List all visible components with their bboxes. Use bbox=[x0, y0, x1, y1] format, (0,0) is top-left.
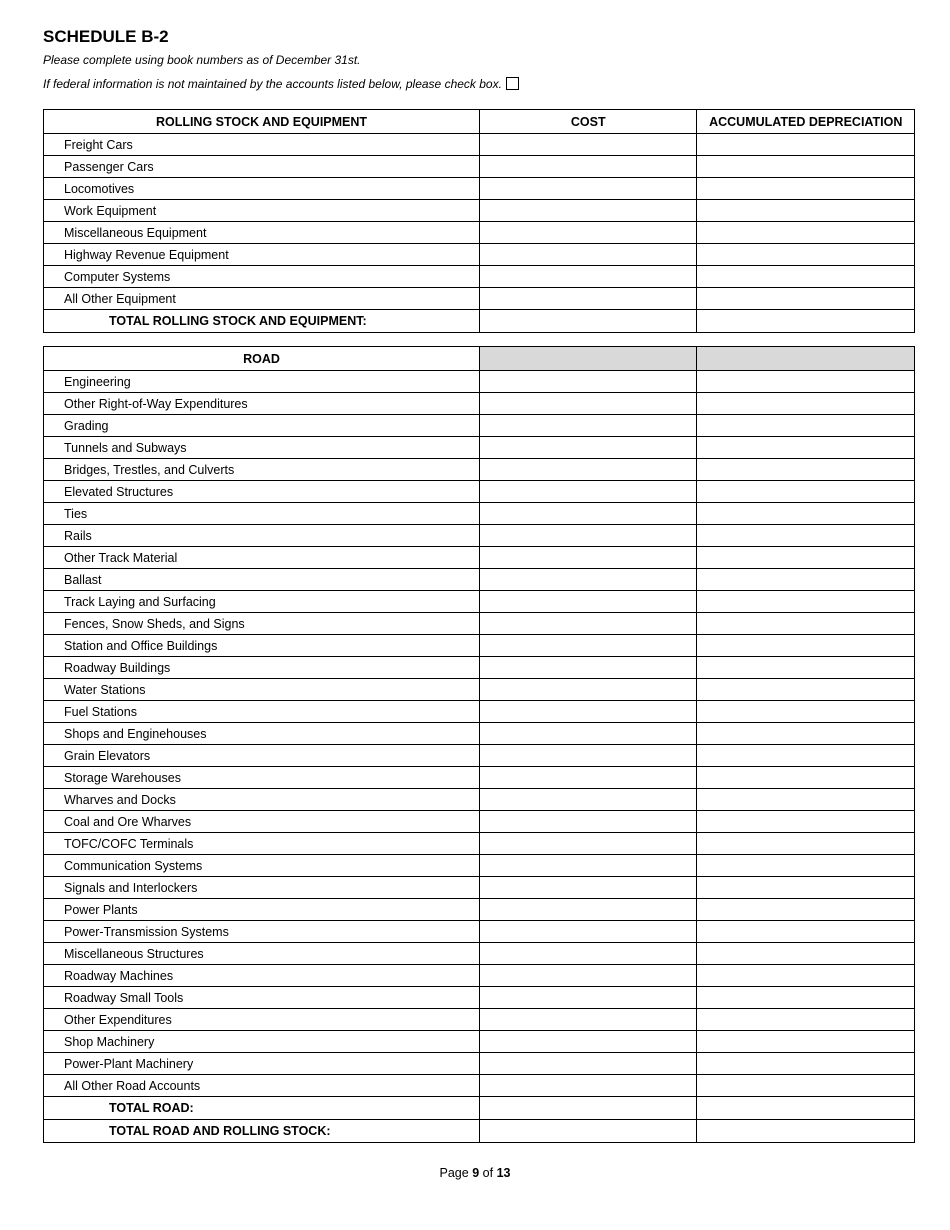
depreciation-cell[interactable] bbox=[697, 965, 915, 987]
cost-cell[interactable] bbox=[480, 244, 697, 266]
row-label: Track Laying and Surfacing bbox=[44, 591, 480, 613]
cost-cell[interactable] bbox=[480, 635, 697, 657]
row-label: Miscellaneous Equipment bbox=[44, 222, 480, 244]
cost-cell[interactable] bbox=[480, 613, 697, 635]
table-row bbox=[44, 459, 915, 481]
table-row bbox=[44, 1075, 915, 1097]
depreciation-cell[interactable] bbox=[697, 156, 915, 178]
row-label: All Other Road Accounts bbox=[44, 1075, 480, 1097]
row-label: Wharves and Docks bbox=[44, 789, 480, 811]
depreciation-cell[interactable] bbox=[697, 1009, 915, 1031]
table-row bbox=[44, 371, 915, 393]
depreciation-cell[interactable] bbox=[697, 921, 915, 943]
row-label: Bridges, Trestles, and Culverts bbox=[44, 459, 480, 481]
row-label: Coal and Ore Wharves bbox=[44, 811, 480, 833]
row-label: Freight Cars bbox=[44, 134, 480, 156]
total-cost-cell[interactable] bbox=[480, 1097, 697, 1120]
depreciation-cell[interactable] bbox=[697, 178, 915, 200]
row-label: Other Right-of-Way Expenditures bbox=[44, 393, 480, 415]
table-row bbox=[44, 569, 915, 591]
total-depreciation-cell[interactable] bbox=[697, 310, 915, 333]
table-row bbox=[44, 437, 915, 459]
table-row bbox=[44, 635, 915, 657]
table-row bbox=[44, 833, 915, 855]
cost-cell[interactable] bbox=[480, 1031, 697, 1053]
row-label: Other Expenditures bbox=[44, 1009, 480, 1031]
accumulated-depreciation-header: ACCUMULATED DEPRECIATION bbox=[697, 110, 915, 134]
depreciation-cell[interactable] bbox=[697, 701, 915, 723]
table-row bbox=[44, 481, 915, 503]
depreciation-cell[interactable] bbox=[697, 613, 915, 635]
cost-cell[interactable] bbox=[480, 371, 697, 393]
row-label: Grain Elevators bbox=[44, 745, 480, 767]
row-label: Grading bbox=[44, 415, 480, 437]
cost-cell[interactable] bbox=[480, 701, 697, 723]
depreciation-cell[interactable] bbox=[697, 1031, 915, 1053]
row-label: Ties bbox=[44, 503, 480, 525]
row-label: Signals and Interlockers bbox=[44, 877, 480, 899]
depreciation-cell[interactable] bbox=[697, 745, 915, 767]
total-cost-cell[interactable] bbox=[480, 310, 697, 333]
table-row bbox=[44, 156, 915, 178]
row-label: Other Track Material bbox=[44, 547, 480, 569]
depreciation-cell[interactable] bbox=[697, 987, 915, 1009]
cost-cell[interactable] bbox=[480, 811, 697, 833]
depreciation-cell[interactable] bbox=[697, 657, 915, 679]
depreciation-cell[interactable] bbox=[697, 200, 915, 222]
depreciation-cell[interactable] bbox=[697, 899, 915, 921]
table-row bbox=[44, 503, 915, 525]
total-row bbox=[44, 310, 915, 333]
cost-cell[interactable] bbox=[480, 789, 697, 811]
table-row bbox=[44, 855, 915, 877]
cost-cell[interactable] bbox=[480, 1009, 697, 1031]
depreciation-cell[interactable] bbox=[697, 481, 915, 503]
depreciation-cell[interactable] bbox=[697, 437, 915, 459]
page-number bbox=[0, 1166, 950, 1180]
cost-cell[interactable] bbox=[480, 723, 697, 745]
row-label: Communication Systems bbox=[44, 855, 480, 877]
cost-cell[interactable] bbox=[480, 547, 697, 569]
cost-cell[interactable] bbox=[480, 134, 697, 156]
federal-info-checkbox[interactable] bbox=[506, 77, 519, 90]
table-row bbox=[44, 613, 915, 635]
table-row bbox=[44, 134, 915, 156]
depreciation-cell[interactable] bbox=[697, 855, 915, 877]
row-label: Engineering bbox=[44, 371, 480, 393]
row-label: Roadway Buildings bbox=[44, 657, 480, 679]
table-row bbox=[44, 943, 915, 965]
table-row bbox=[44, 745, 915, 767]
depreciation-cell[interactable] bbox=[697, 767, 915, 789]
depreciation-cell[interactable] bbox=[697, 371, 915, 393]
row-label: Power-Plant Machinery bbox=[44, 1053, 480, 1075]
road-header: ROAD bbox=[44, 347, 480, 371]
cost-cell[interactable] bbox=[480, 266, 697, 288]
road-cost-header-shaded bbox=[480, 347, 697, 371]
cost-cell[interactable] bbox=[480, 525, 697, 547]
cost-cell[interactable] bbox=[480, 657, 697, 679]
cost-cell[interactable] bbox=[480, 415, 697, 437]
cost-cell[interactable] bbox=[480, 503, 697, 525]
table-row bbox=[44, 657, 915, 679]
row-label: Power-Transmission Systems bbox=[44, 921, 480, 943]
table-row bbox=[44, 987, 915, 1009]
table-row bbox=[44, 767, 915, 789]
road-header-row bbox=[44, 347, 915, 371]
cost-cell[interactable] bbox=[480, 855, 697, 877]
cost-cell[interactable] bbox=[480, 156, 697, 178]
cost-cell[interactable] bbox=[480, 178, 697, 200]
table-row bbox=[44, 811, 915, 833]
depreciation-cell[interactable] bbox=[697, 811, 915, 833]
cost-cell[interactable] bbox=[480, 288, 697, 310]
table-row bbox=[44, 679, 915, 701]
depreciation-cell[interactable] bbox=[697, 525, 915, 547]
row-label: Fuel Stations bbox=[44, 701, 480, 723]
cost-cell[interactable] bbox=[480, 1075, 697, 1097]
row-label: Locomotives bbox=[44, 178, 480, 200]
cost-cell[interactable] bbox=[480, 679, 697, 701]
table-row bbox=[44, 899, 915, 921]
table-row bbox=[44, 547, 915, 569]
table-row bbox=[44, 789, 915, 811]
table-row bbox=[44, 266, 915, 288]
table-row bbox=[44, 393, 915, 415]
cost-cell[interactable] bbox=[480, 1053, 697, 1075]
row-label: Power Plants bbox=[44, 899, 480, 921]
table-row bbox=[44, 965, 915, 987]
instruction-book-numbers: Please complete using book numbers as of December 31st. bbox=[43, 53, 361, 67]
rolling-header-row bbox=[44, 110, 915, 134]
row-label: Highway Revenue Equipment bbox=[44, 244, 480, 266]
total-label: TOTAL ROAD: bbox=[44, 1097, 480, 1120]
row-label: Roadway Small Tools bbox=[44, 987, 480, 1009]
cost-cell[interactable] bbox=[480, 767, 697, 789]
road-table bbox=[43, 346, 915, 1143]
cost-cell[interactable] bbox=[480, 899, 697, 921]
schedule-title: SCHEDULE B-2 bbox=[43, 27, 169, 46]
road-body bbox=[44, 371, 915, 1143]
depreciation-cell[interactable] bbox=[697, 415, 915, 437]
cost-cell[interactable] bbox=[480, 745, 697, 767]
page-current: 9 bbox=[472, 1166, 480, 1180]
row-label: Tunnels and Subways bbox=[44, 437, 480, 459]
depreciation-cell[interactable] bbox=[697, 393, 915, 415]
depreciation-cell[interactable] bbox=[697, 591, 915, 613]
total-label: TOTAL ROAD AND ROLLING STOCK: bbox=[44, 1120, 480, 1143]
cost-cell[interactable] bbox=[480, 393, 697, 415]
depreciation-cell[interactable] bbox=[697, 288, 915, 310]
depreciation-cell[interactable] bbox=[697, 877, 915, 899]
row-label: Rails bbox=[44, 525, 480, 547]
page-of: of bbox=[482, 1166, 494, 1180]
table-row bbox=[44, 1053, 915, 1075]
table-row bbox=[44, 415, 915, 437]
depreciation-cell[interactable] bbox=[697, 833, 915, 855]
cost-cell[interactable] bbox=[480, 591, 697, 613]
table-row bbox=[44, 525, 915, 547]
table-row bbox=[44, 222, 915, 244]
depreciation-cell[interactable] bbox=[697, 635, 915, 657]
table-row bbox=[44, 723, 915, 745]
page-prefix: Page bbox=[439, 1166, 469, 1180]
depreciation-cell[interactable] bbox=[697, 789, 915, 811]
instruction-federal-info bbox=[43, 77, 519, 91]
total-row bbox=[44, 1097, 915, 1120]
depreciation-cell[interactable] bbox=[697, 569, 915, 591]
cost-cell[interactable] bbox=[480, 877, 697, 899]
depreciation-cell[interactable] bbox=[697, 244, 915, 266]
cost-cell[interactable] bbox=[480, 943, 697, 965]
road-depreciation-header-shaded bbox=[697, 347, 915, 371]
table-row bbox=[44, 591, 915, 613]
depreciation-cell[interactable] bbox=[697, 459, 915, 481]
total-depreciation-cell[interactable] bbox=[697, 1097, 915, 1120]
cost-cell[interactable] bbox=[480, 569, 697, 591]
row-label: All Other Equipment bbox=[44, 288, 480, 310]
depreciation-cell[interactable] bbox=[697, 723, 915, 745]
rolling-body bbox=[44, 134, 915, 333]
row-label: Fences, Snow Sheds, and Signs bbox=[44, 613, 480, 635]
cost-cell[interactable] bbox=[480, 987, 697, 1009]
cost-cell[interactable] bbox=[480, 481, 697, 503]
depreciation-cell[interactable] bbox=[697, 134, 915, 156]
row-label: Ballast bbox=[44, 569, 480, 591]
table-row bbox=[44, 288, 915, 310]
row-label: Elevated Structures bbox=[44, 481, 480, 503]
page-total: 13 bbox=[496, 1166, 511, 1180]
row-label: Water Stations bbox=[44, 679, 480, 701]
cost-cell[interactable] bbox=[480, 921, 697, 943]
row-label: Computer Systems bbox=[44, 266, 480, 288]
depreciation-cell[interactable] bbox=[697, 679, 915, 701]
total-row bbox=[44, 1120, 915, 1143]
table-row bbox=[44, 1031, 915, 1053]
row-label: Work Equipment bbox=[44, 200, 480, 222]
cost-cell[interactable] bbox=[480, 222, 697, 244]
cost-cell[interactable] bbox=[480, 459, 697, 481]
total-label: TOTAL ROLLING STOCK AND EQUIPMENT: bbox=[44, 310, 480, 333]
table-row bbox=[44, 877, 915, 899]
cost-cell[interactable] bbox=[480, 965, 697, 987]
rolling-stock-header: ROLLING STOCK AND EQUIPMENT bbox=[44, 110, 480, 134]
row-label: Station and Office Buildings bbox=[44, 635, 480, 657]
cost-cell[interactable] bbox=[480, 200, 697, 222]
row-label: Miscellaneous Structures bbox=[44, 943, 480, 965]
depreciation-cell[interactable] bbox=[697, 266, 915, 288]
depreciation-cell[interactable] bbox=[697, 222, 915, 244]
cost-header: COST bbox=[480, 110, 697, 134]
row-label: TOFC/COFC Terminals bbox=[44, 833, 480, 855]
row-label: Shops and Enginehouses bbox=[44, 723, 480, 745]
row-label: Storage Warehouses bbox=[44, 767, 480, 789]
instruction-federal-text: If federal information is not maintained by the accounts listed below, please check box. bbox=[43, 77, 502, 91]
cost-cell[interactable] bbox=[480, 437, 697, 459]
cost-cell[interactable] bbox=[480, 833, 697, 855]
row-label: Shop Machinery bbox=[44, 1031, 480, 1053]
total-depreciation-cell[interactable] bbox=[697, 1120, 915, 1143]
depreciation-cell[interactable] bbox=[697, 1053, 915, 1075]
depreciation-cell[interactable] bbox=[697, 547, 915, 569]
depreciation-cell[interactable] bbox=[697, 503, 915, 525]
table-row bbox=[44, 200, 915, 222]
table-row bbox=[44, 701, 915, 723]
row-label: Passenger Cars bbox=[44, 156, 480, 178]
table-row bbox=[44, 178, 915, 200]
table-row bbox=[44, 921, 915, 943]
total-cost-cell[interactable] bbox=[480, 1120, 697, 1143]
depreciation-cell[interactable] bbox=[697, 1075, 915, 1097]
table-row bbox=[44, 1009, 915, 1031]
row-label: Roadway Machines bbox=[44, 965, 480, 987]
depreciation-cell[interactable] bbox=[697, 943, 915, 965]
rolling-stock-table bbox=[43, 109, 915, 333]
table-row bbox=[44, 244, 915, 266]
